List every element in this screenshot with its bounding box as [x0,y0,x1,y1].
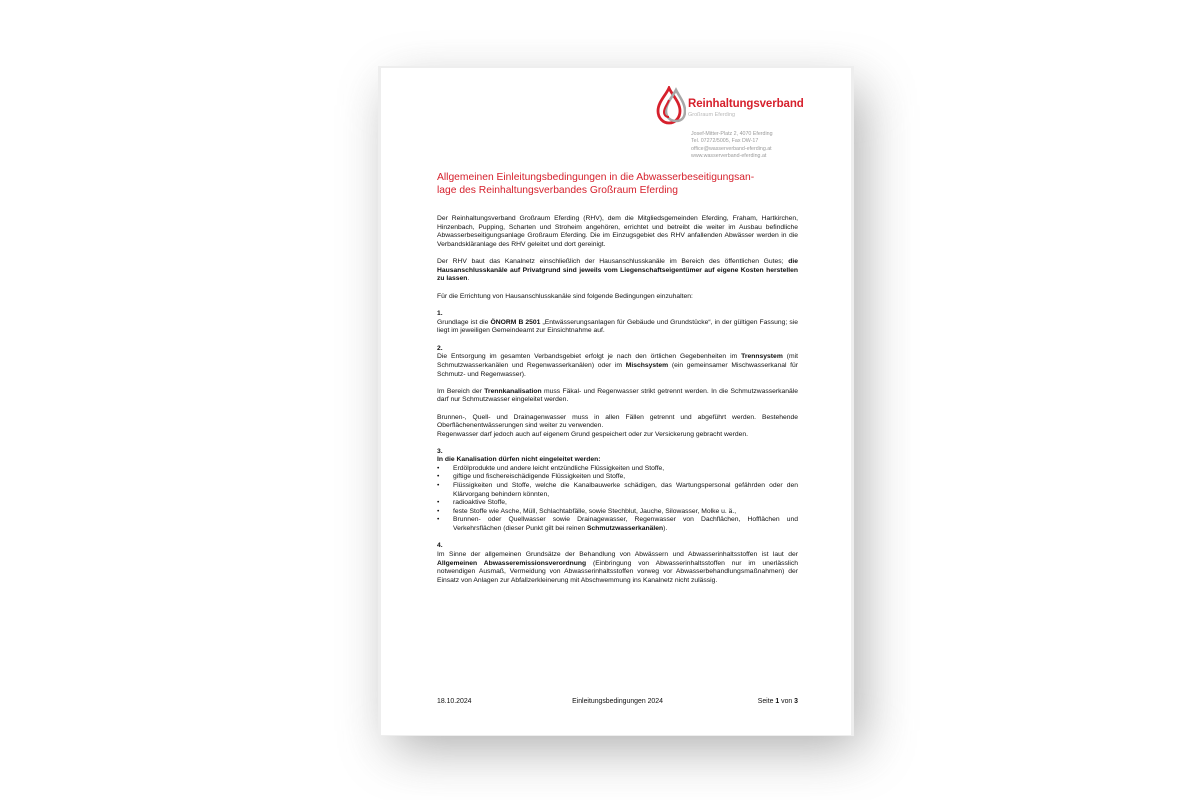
intro-paragraph-3: Für die Errichtung von Hausanschlusskanäle sind folgende Bedingungen einzuhalten: [437,292,693,300]
list-item: • giftige und fischereischädigende Flüssigkeiten und Stoffe, [437,473,626,481]
document-page [381,68,851,735]
contact-phone: Tel. 07272/5005, Fax DW-17 [691,138,759,145]
section-4-number: 4. [437,542,443,550]
section-3-list [437,465,798,534]
section-4-text: Im Sinne der allgemeinen Grundsätze der Behandlung von Abwässern und Abwasserinhaltsstoffen ist laut der Allgemeinen Abwasseremissionsverordnung (Einbringung von Abwasserinhaltsstoffen nur im unerlässlich notwendigen Ausmaß, Vermeidung von Abwasserinhaltsstoffen vorweg vor Abwasserbehandlungsmaßnahmen) der Einsatz von Anlagen zur Abfallzerkleinerung mit Abschwemmung ins Kanalnetz nicht zulässig. [437,550,798,584]
list-item: • radioaktive Stoffe, [437,499,507,507]
footer-date: 18.10.2024 [437,698,472,705]
list-item: • feste Stoffe wie Asche, Müll, Schlachtabfälle, sowie Stechblut, Jauche, Silowasser, Molke u. ä., [437,507,737,515]
section-2-paragraph-2: Im Bereich der Trennkanalisation muss Fäkal- und Regenwasser strikt getrennt werden. In die Schmutzwasserkanäle darf nur Schmutzwasser eingeleitet werden. [437,387,798,404]
logo-subtitle: Großraum Eferding [688,112,736,118]
section-3-number: 3. [437,447,443,455]
water-drop-logo-icon [656,86,686,126]
logo [656,86,826,126]
document-body [437,215,798,585]
document-title [437,172,807,197]
logo-name: Reinhaltungsverband [688,98,804,110]
section-3-heading: In die Kanalisation dürfen nicht eingeleitet werden: [437,456,601,464]
section-2-paragraph-1: Die Entsorgung im gesamten Verbandsgebiet erfolgt je nach den örtlichen Gegebenheiten im Trennsystem (mit Schmutzwasserkanälen und Regenwasserkanälen) oder im Mischsystem (ein gemeinsamer Mischwasserkanal für Schmutz- und Regenwasser). [437,353,799,378]
intro-paragraph-2: Der RHV baut das Kanalnetz einschließlich der Hausanschlusskanäle im Bereich des öffentlichen Gutes; die Hausanschlusskanäle auf Privatgrund sind jeweils vom Liegenschaftseigentümer auf eigene Kosten herstellen zu lassen. [437,258,798,283]
intro-paragraph-1: Der Reinhaltungsverband Großraum Eferding (RHV), dem die Mitgliedsgemeinden Eferding, Fraham, Hartkirchen, Hinzenbach, Pupping, Scharten und Stroheim angehören, errichtet und betreibt die weiter im Ausbau befindliche Abwasserbeseitigungsanlage Großraum Eferding. Die im Einzugsgebiet des RHV anfallenden Abwässer werden in die Verbandskläranlage des RHV geleitet und dort gereinigt. [437,215,798,248]
section-2-paragraph-4: Regenwasser darf jedoch auch auf eigenem Grund gespeichert oder zur Versickerung gebracht werden. [437,431,749,439]
section-1-number: 1. [437,310,443,318]
contact-block [691,131,841,160]
contact-website: www.wasserverband-eferding.at [691,152,767,159]
document-title-line-1: Allgemeinen Einleitungsbedingungen in die Abwasserbeseitigungsan- [437,172,755,183]
section-2-number: 2. [437,344,443,352]
contact-address: Josef-Mitter-Platz 2, 4070 Eferding [691,131,773,137]
section-1-text: Grundlage ist die ÖNORM B 2501 „Entwässerungsanlagen für Gebäude und Grundstücke“, in der gültigen Fassung; sie liegt im jeweiligen Gemeindeamt zur Einsichtnahme auf. [437,318,798,335]
list-item: • Brunnen- oder Quellwasser sowie Drainagewasser, Regenwasser von Dachflächen, Hofflächen und Verkehrsflächen (dieser Punkt gilt bei reinen Schmutzwasserkanälen). [437,516,798,532]
section-2-paragraph-3: Brunnen-, Quell- und Drainagenwasser muss in allen Fällen getrennt und abgeführt werden. Bestehende Oberflächenentwässerungen sind weiter zu verwenden. [437,413,798,430]
contact-email: office@wasserverband-eferding.at [691,145,772,152]
footer-page-number: Seite 1 von 3 [757,698,798,705]
document-title-line-2: lage des Reinhaltungsverbandes Großraum Eferding [437,184,678,196]
footer-document-name: Einleitungsbedingungen 2024 [572,698,663,705]
list-item: • Erdölprodukte und andere leicht entzündliche Flüssigkeiten und Stoffe, [437,464,665,472]
list-item: • Flüssigkeiten und Stoffe, welche die Kanalbauwerke schädigen, das Wartungspersonal gefährden oder den Klärvorgang behindern könnten, [437,482,798,498]
